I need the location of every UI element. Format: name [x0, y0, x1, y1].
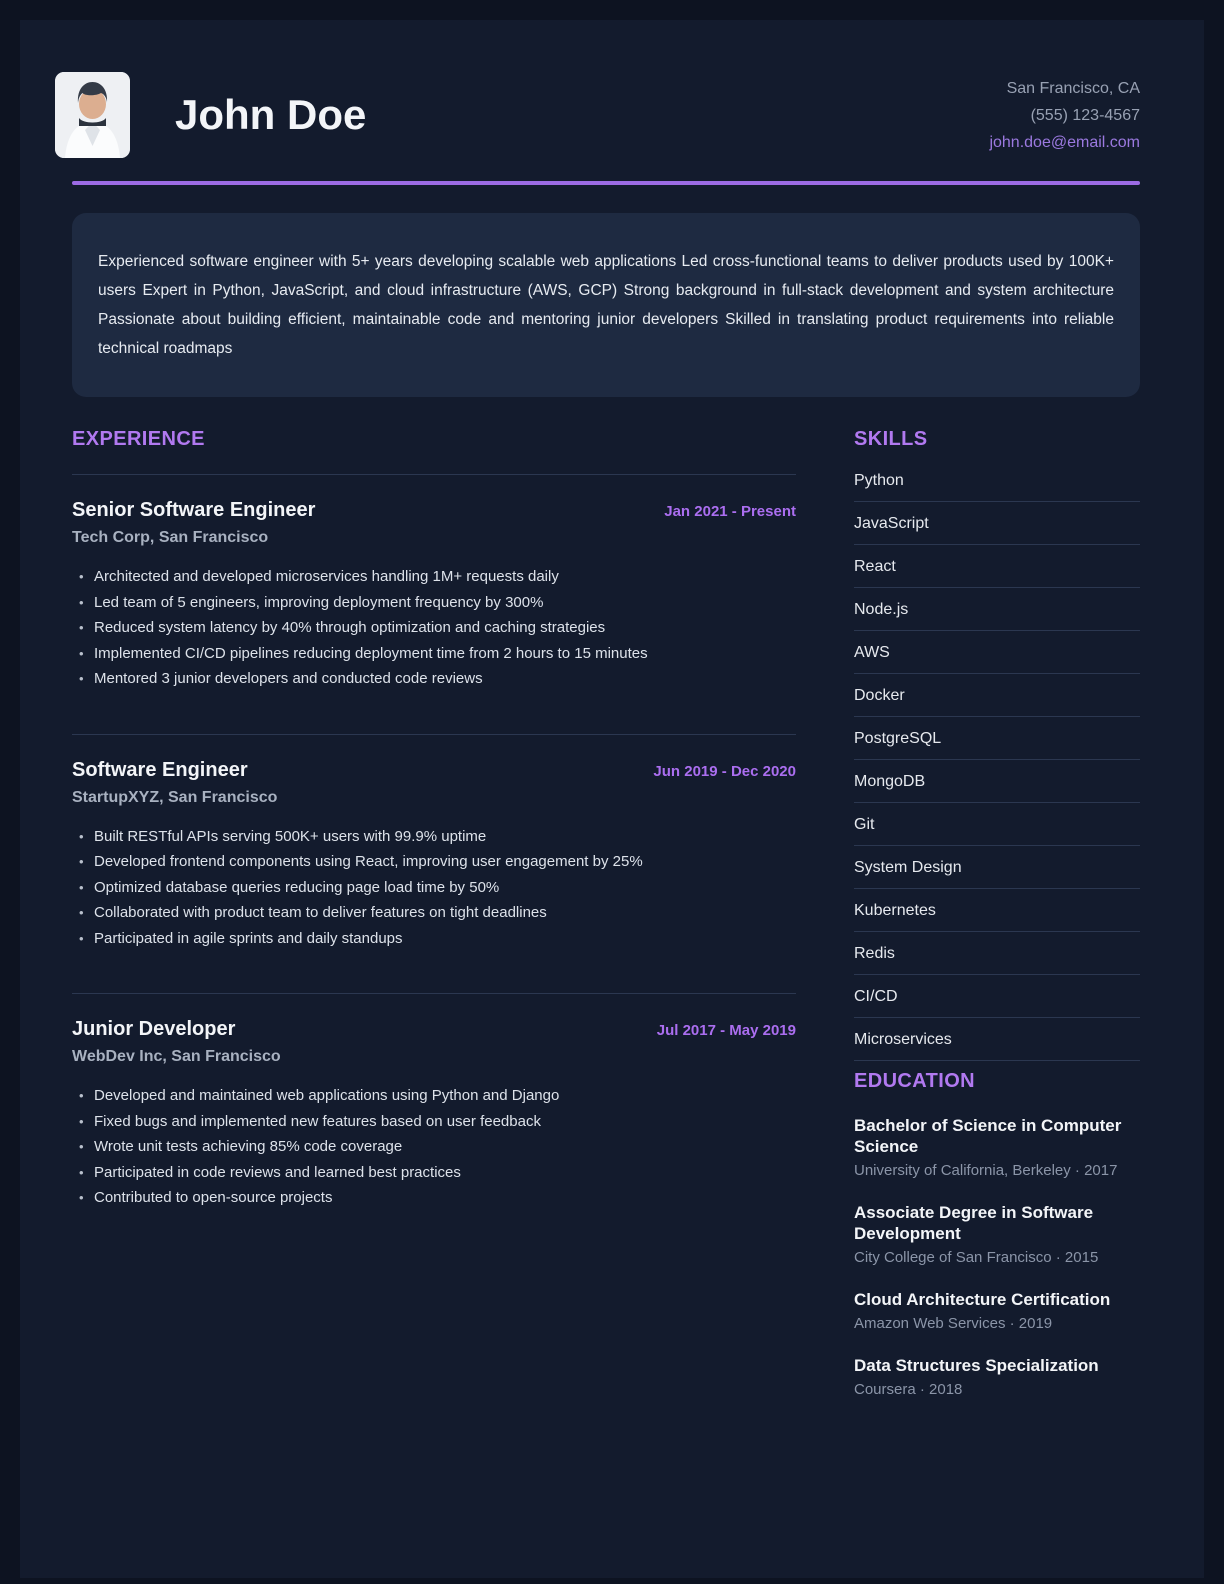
skill-item: Node.js	[854, 588, 1140, 631]
skill-item: Kubernetes	[854, 889, 1140, 932]
job-header-row	[72, 1018, 796, 1041]
skills-heading: SKILLS	[854, 428, 928, 450]
skill-item: React	[854, 545, 1140, 588]
job-bullet: • Mentored 3 junior developers and conducted code reviews	[72, 666, 796, 692]
person-portrait-icon	[55, 72, 130, 158]
summary-box	[72, 213, 1140, 397]
job-bullet: • Implemented CI/CD pipelines reducing deployment time from 2 hours to 15 minutes	[72, 641, 796, 667]
job-bullet: • Participated in agile sprints and daily standups	[72, 926, 796, 952]
education-entry	[854, 1202, 1140, 1267]
job-bullet: • Developed and maintained web applications using Python and Django	[72, 1083, 796, 1109]
job-company: Tech Corp, San Francisco	[72, 529, 269, 546]
education-detail: Amazon Web Services · 2019	[854, 1315, 1053, 1332]
skill-item: Python	[854, 459, 1140, 502]
resume-page	[20, 20, 1204, 1578]
education-entry	[854, 1355, 1140, 1399]
skills-list	[854, 459, 1140, 1061]
job-bullet: • Architected and developed microservices handling 1M+ requests daily	[72, 564, 796, 590]
education-detail: Coursera · 2018	[854, 1381, 963, 1398]
job-bullet: • Contributed to open-source projects	[72, 1185, 796, 1211]
sidebar-column	[854, 428, 1140, 1399]
education-degree: Data Structures Specialization	[854, 1356, 1099, 1375]
education-degree: Cloud Architecture Certification	[854, 1290, 1111, 1309]
job-company: WebDev Inc, San Francisco	[72, 1048, 281, 1065]
job-bullet: • Collaborated with product team to deliver features on tight deadlines	[72, 900, 796, 926]
education-degree: Bachelor of Science in Computer Science	[854, 1116, 1122, 1156]
job-title: Senior Software Engineer	[72, 499, 316, 521]
job-company: StartupXYZ, San Francisco	[72, 788, 278, 806]
job-bullet: • Developed frontend components using React, improving user engagement by 25%	[72, 849, 796, 875]
skill-item: CI/CD	[854, 975, 1140, 1018]
job-header-row	[72, 499, 796, 522]
job-dates: Jun 2019 - Dec 2020	[653, 762, 796, 780]
contact-email-link[interactable]: john.doe@email.com	[989, 133, 1140, 151]
skill-item: MongoDB	[854, 760, 1140, 803]
job-title: Junior Developer	[72, 1018, 236, 1040]
job-bullet: • Optimized database queries reducing page load time by 50%	[72, 875, 796, 901]
education-entry	[854, 1115, 1140, 1180]
education-detail: City College of San Francisco · 2015	[854, 1249, 1099, 1266]
education-degree: Associate Degree in Software Development	[854, 1203, 1094, 1243]
profile-photo	[55, 72, 130, 158]
job-bullet: • Led team of 5 engineers, improving deployment frequency by 300%	[72, 590, 796, 616]
skill-item: AWS	[854, 631, 1140, 674]
job-bullet: • Participated in code reviews and learned best practices	[72, 1160, 796, 1186]
job-bullets	[72, 564, 796, 692]
job-entry	[72, 734, 796, 952]
job-entry	[72, 474, 796, 692]
education-entry	[854, 1289, 1140, 1333]
job-header-row	[72, 759, 796, 782]
contact-phone: (555) 123-4567	[1030, 106, 1140, 124]
skills-section	[854, 428, 1140, 1061]
job-title: Software Engineer	[72, 758, 248, 781]
skill-item: Redis	[854, 932, 1140, 975]
main-columns	[72, 428, 1140, 1399]
header	[72, 20, 1140, 158]
header-accent-divider	[72, 181, 1140, 185]
contact-block	[989, 75, 1140, 156]
skill-item: JavaScript	[854, 502, 1140, 545]
job-bullet: • Reduced system latency by 40% through optimization and caching strategies	[72, 615, 796, 641]
job-bullet: • Built RESTful APIs serving 500K+ users with 99.9% uptime	[72, 824, 796, 850]
skill-item: Git	[854, 803, 1140, 846]
name-heading: John Doe	[175, 91, 367, 138]
job-bullets	[72, 824, 796, 952]
job-dates: Jul 2017 - May 2019	[656, 1022, 796, 1039]
experience-section	[72, 428, 796, 1399]
job-bullets	[72, 1083, 796, 1211]
skill-item: Docker	[854, 674, 1140, 717]
contact-location: San Francisco, CA	[1006, 79, 1140, 97]
education-section	[854, 1070, 1140, 1399]
job-bullet: • Wrote unit tests achieving 85% code coverage	[72, 1134, 796, 1160]
job-bullet: • Fixed bugs and implemented new features based on user feedback	[72, 1109, 796, 1135]
job-dates: Jan 2021 - Present	[664, 503, 796, 520]
education-list	[854, 1115, 1140, 1399]
job-entry	[72, 993, 796, 1211]
skill-item: Microservices	[854, 1018, 1140, 1061]
experience-heading: EXPERIENCE	[72, 428, 205, 450]
skill-item: System Design	[854, 846, 1140, 889]
education-heading: EDUCATION	[854, 1070, 976, 1092]
summary-text: Experienced software engineer with 5+ years developing scalable web applications Led cross-functional teams to deliver products used by 100K+ users Expert in Python, JavaScript, and cloud infrastructure (AWS, GCP) Strong background in full-stack development and system architecture Passionate about building efficient, maintainable code and mentoring junior developers Skilled in translating product requirements into reliable technical roadmaps	[98, 253, 1114, 357]
jobs-list	[72, 474, 796, 1211]
skill-item: PostgreSQL	[854, 717, 1140, 760]
education-detail: University of California, Berkeley · 2017	[854, 1162, 1118, 1179]
